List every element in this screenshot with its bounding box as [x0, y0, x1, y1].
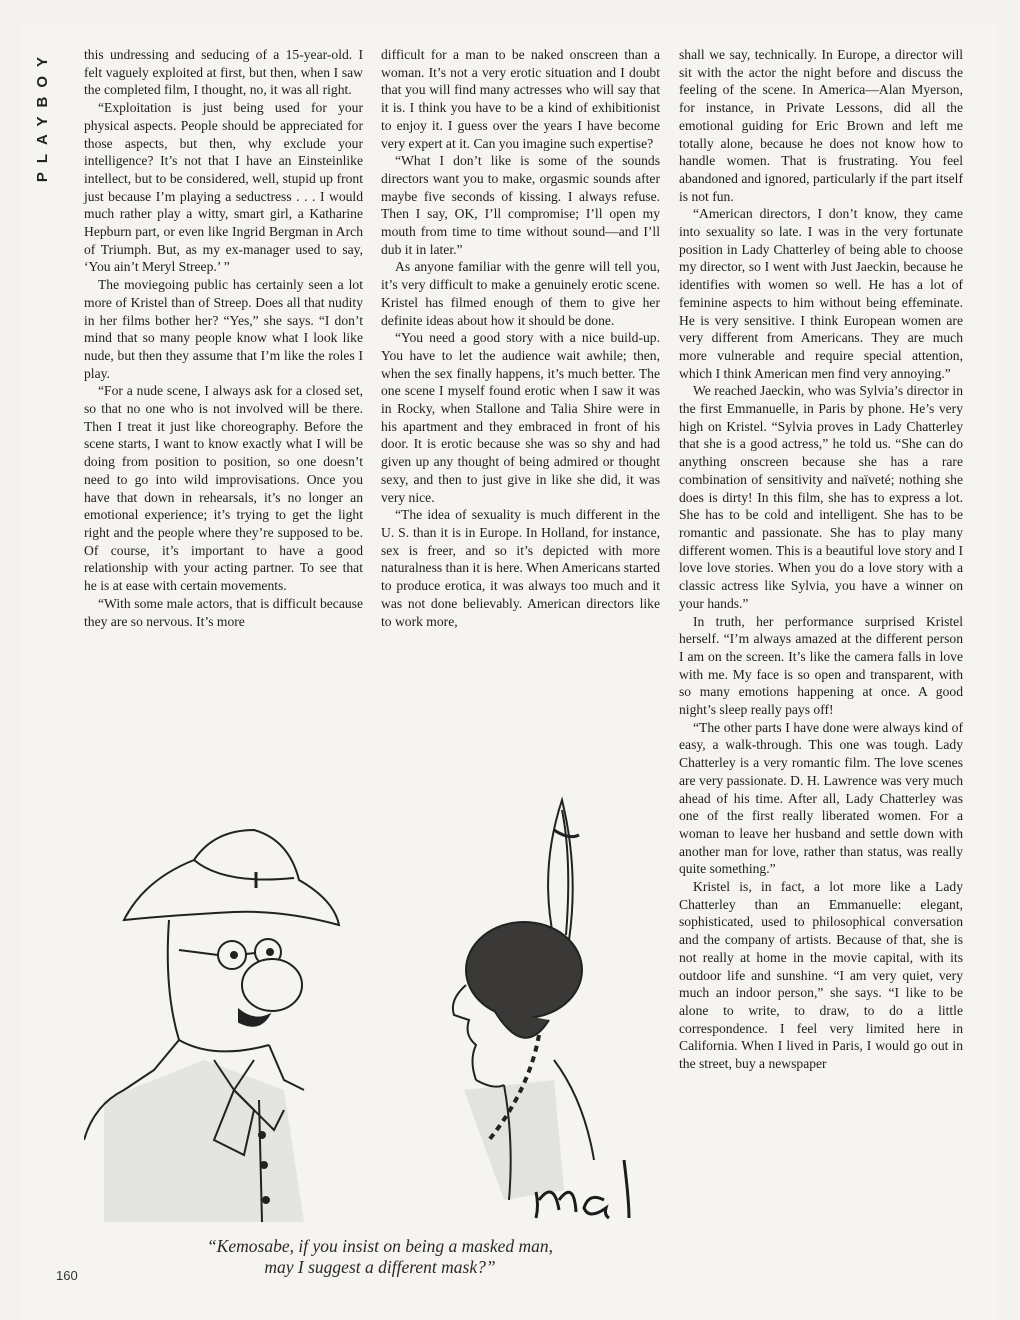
paragraph: “American directors, I don’t know, they came into sexuality so late. I was in the very fortunate position in Lady Chatterley of being able to choose my director, so I went with Just Jaeckin, because he identifies with women so well. He has a lot of feminine aspects to him without being effeminate. He is very sensitive. I think European women are very different from Americans. They are much more vulnerable and require special attention, which I think American men find very annoying.”: [679, 206, 963, 381]
paragraph: “For a nude scene, I always ask for a closed set, so that no one who is not involved will be there. Then I treat it just like choreography. Before the scene starts, I want to know exactly what I will be doing from position to position, so one doesn’t need to go into wild improvisations. Once you have that down in rehearsals, it’s no longer an emotional experience; it’s trying to get the light right and the people where they’re supposed to be. Of course, it’s important to have a good relationship with your acting partner. To see that he is at ease with certain movements.: [84, 383, 363, 594]
paragraph: shall we say, technically. In Europe, a director will sit with the actor the night before and discuss the feeling of the scene. In America—Alan Myerson, for instance, in Private Lessons, did all the emotional guiding for Eric Brown and left me totally alone, because he does not know how to handle women. That is frustrating. You feel abandoned and ignored, particularly if the part itself is not fun.: [679, 47, 963, 204]
paragraph: “Exploitation is just being used for your physical aspects. People should be appreciated for those aspects, but then, why exclude your intelligence? It’s not that I have an Einsteinlike intellect, but to be considered, well, stupid up front just because I’m playing a seductress . . . I would much rather play a witty, smart girl, a Katharine Hepburn part, or even like Ingrid Bergman in Arch of Triumph. But, as my ex-manager used to say, ‘You ain’t Meryl Streep.’ ”: [84, 100, 363, 275]
cartoon-caption: [120, 1236, 640, 1278]
paragraph: The moviegoing public has certainly seen a lot more of Kristel than of Streep. Does all that nudity in her films bother her? “Yes,” she says. “I don’t mind that so many people know what I look like nude, but then they assume that I’m like the roles I play.: [84, 277, 363, 381]
cartoon-illustration: [84, 760, 664, 1222]
paragraph: In truth, her performance surprised Kristel herself. “I’m always amazed at the different person I am on the screen. It’s like the camera falls in love with me. My face is so open and transparent, with so many emotions happening at once. A good night’s sleep really pays off!: [679, 613, 963, 718]
paragraph: “The idea of sexuality is much different in the U. S. than it is in Europe. In Holland, for instance, sex is freer, and so it’s depicted with more naturalness than it is here. When Americans started to produce erotica, it was always too much and it was not done believably. American directors like to work more,: [381, 507, 660, 629]
article-column-2: [381, 46, 660, 630]
caption-line-1: “Kemosabe, if you insist on being a masked man,: [206, 1236, 554, 1256]
paragraph: “What I don’t like is some of the sounds directors want you to make, orgasmic sounds after maybe five seconds of kissing. I always refuse. Then I say, OK, I’ll compromise; I’ll open my mouth from time to time without sound—and I’ll dub it in later.”: [381, 153, 660, 257]
caption-line-2: may I suggest a different mask?”: [264, 1257, 496, 1277]
paragraph: As anyone familiar with the genre will tell you, it’s very difficult to make a genuinely erotic scene. Kristel has filmed enough of them to give her definite ideas about how it should be done.: [381, 259, 660, 328]
page-number: 160: [56, 1268, 78, 1283]
paragraph: “The other parts I have done were always kind of easy, a walk-through. This one was tough. Lady Chatterley is a very romantic film. The love scenes are very passionate. D. H. Lawrence was very much ahead of his time. After all, Lady Chatterley was one of the first really liberated women. For a woman to leave her husband and settle down with another man for love, rather than status, was really quite something.”: [679, 719, 963, 877]
article-column-3: [679, 46, 963, 1073]
article-column-1: [84, 46, 363, 630]
paragraph: this undressing and seducing of a 15-year-old. I felt vaguely exploited at first, but then, when I saw the completed film, I thought, no, it was all right.: [84, 47, 363, 98]
paragraph: We reached Jaeckin, who was Sylvia’s director in the first Emmanuelle, in Paris by phone. He’s very high on Kristel. “Sylvia proves in Lady Chatterley that she is a good actress,” he told us. “She can do anything onscreen because she has a rare combination of sensitivity and naïveté; nothing she does is dirty! In this film, she has to express a lot. She has to be cold and intelligent. She has to be romantic and passionate. She has to play many different women. This is a beautiful love story and I love love stories. When you do a love story with a classic actress like Sylvia, you have a winner on your hands.”: [679, 383, 963, 611]
paragraph: “You need a good story with a nice build-up. You have to let the audience wait awhile; then, when the sex finally happens, it’s much better. The one scene I myself found erotic when I saw it was in Rocky, when Stallone and Talia Shire were in his apartment and they embraced in front of his door. It is erotic because she was so shy and had given up any thought of being admired or thought sexy, and then to just give in like she did, it was very nice.: [381, 330, 660, 505]
paragraph: Kristel is, in fact, a lot more like a Lady Chatterley than an Emmanuelle: elegant, sophisticated, used to philosophical conversation and the company of artists. Because of that, she is not really at home in the movie capital, with its outdoor life and sunshine. “I am very quiet, very much an indoor person,” she says. “I like to be alone to write, to draw, to do a little correspondence. I feel very limited here in California. When I lived in Paris, I would go out in the street, buy a newspaper: [679, 879, 963, 1072]
paragraph: difficult for a man to be naked onscreen than a woman. It’s not a very erotic situation and I doubt that you will find many actresses who will say that it is. I think you have to be a kind of exhibitionist to enjoy it. I guess over the years I have become very expert at it. Can you imagine such expertise?: [381, 47, 660, 151]
paragraph: “With some male actors, that is difficult because they are so nervous. It’s more: [84, 595, 363, 629]
magazine-name: PLAYBOY: [34, 48, 51, 183]
